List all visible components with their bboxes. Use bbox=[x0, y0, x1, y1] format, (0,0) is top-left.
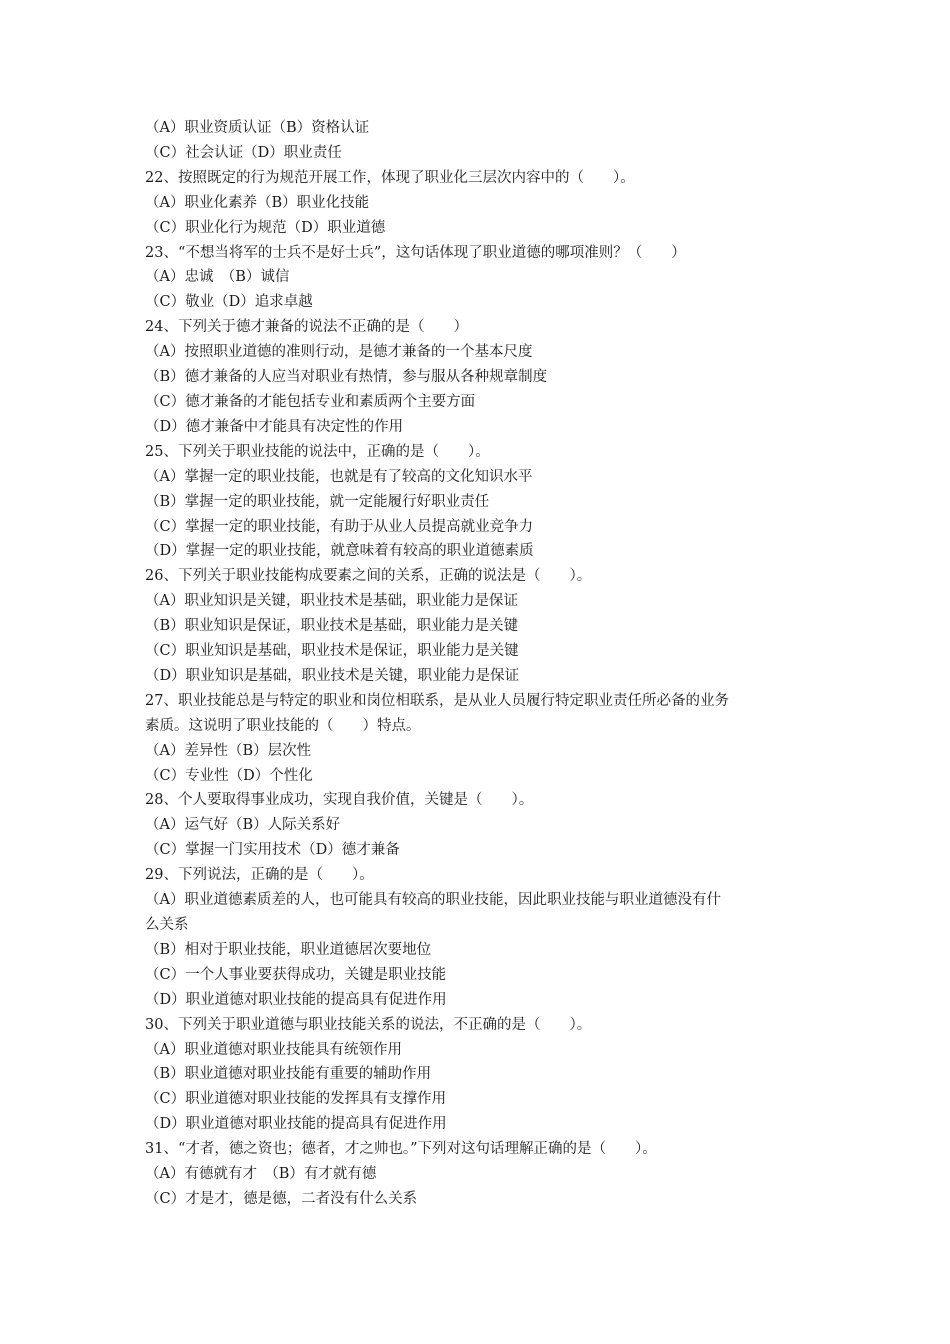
answer-options: （B）相对于职业技能，职业道德居次要地位 bbox=[145, 941, 432, 958]
question-list bbox=[145, 116, 825, 1212]
question-stem: 25、下列关于职业技能的说法中，正确的是（ ）。 bbox=[145, 443, 490, 460]
answer-options: （C）专业性（D）个性化 bbox=[145, 767, 313, 784]
answer-options: （C）社会认证（D）职业责任 bbox=[145, 144, 342, 161]
answer-options: （C）一个人事业要获得成功，关键是职业技能 bbox=[145, 966, 447, 983]
answer-options: （A）按照职业道德的准则行动，是德才兼备的一个基本尺度 bbox=[145, 344, 533, 361]
answer-options: （B）职业道德对职业技能有重要的辅助作用 bbox=[145, 1066, 432, 1083]
answer-options: （D）掌握一定的职业技能，就意味着有较高的职业道德素质 bbox=[145, 543, 534, 560]
question-stem: 29、下列说法，正确的是（ ）。 bbox=[145, 867, 374, 884]
answer-options: （A）职业化素养（B）职业化技能 bbox=[145, 194, 370, 211]
text-line: 素质。这说明了职业技能的（ ）特点。 bbox=[145, 717, 421, 734]
answer-options: （A）忠诚 （B）诚信 bbox=[145, 269, 290, 286]
answer-options: （B）职业知识是保证，职业技术是基础，职业能力是关键 bbox=[145, 618, 519, 635]
question-stem: 31、“才者，德之资也；德者，才之帅也。”下列对这句话理解正确的是（ ）。 bbox=[145, 1141, 657, 1158]
answer-options: （D）职业道德对职业技能的提高具有促进作用 bbox=[145, 1116, 447, 1133]
answer-options: （B）掌握一定的职业技能，就一定能履行好职业责任 bbox=[145, 493, 490, 510]
answer-options: （A）运气好（B）人际关系好 bbox=[145, 817, 341, 834]
question-stem: 23、“不想当将军的士兵不是好士兵”，这句话体现了职业道德的哪项准则？（ ） bbox=[145, 244, 686, 261]
question-stem: 27、职业技能总是与特定的职业和岗位相联系，是从业人员履行特定职业责任所必备的业务 bbox=[145, 692, 729, 709]
question-stem: 22、按照既定的行为规范开展工作，体现了职业化三层次内容中的（ ）。 bbox=[145, 169, 635, 186]
answer-options: （A）职业道德素质差的人，也可能具有较高的职业技能，因此职业技能与职业道德没有什 bbox=[145, 892, 721, 909]
answer-options: （C）职业道德对职业技能的发挥具有支撑作用 bbox=[145, 1091, 447, 1108]
question-stem: 30、下列关于职业道德与职业技能关系的说法，不正确的是（ ）。 bbox=[145, 1016, 592, 1033]
document-page bbox=[145, 116, 825, 1212]
answer-options: （C）职业化行为规范（D）职业道德 bbox=[145, 219, 386, 236]
answer-options: （C）才是才，德是德，二者没有什么关系 bbox=[145, 1190, 418, 1207]
answer-options: （C）德才兼备的才能包括专业和素质两个主要方面 bbox=[145, 393, 476, 410]
answer-options: （C）敬业（D）追求卓越 bbox=[145, 294, 313, 311]
answer-options: （A）职业道德对职业技能具有统领作用 bbox=[145, 1041, 402, 1058]
answer-options: （C）掌握一门实用技术（D）德才兼备 bbox=[145, 842, 400, 859]
question-stem: 24、下列关于德才兼备的说法不正确的是（ ） bbox=[145, 319, 468, 336]
answer-options: （A）职业知识是关键，职业技术是基础，职业能力是保证 bbox=[145, 593, 518, 610]
answer-options: （A）掌握一定的职业技能，也就是有了较高的文化知识水平 bbox=[145, 468, 533, 485]
answer-options: （D）职业知识是基础，职业技术是关键，职业能力是保证 bbox=[145, 667, 520, 684]
question-stem: 28、个人要取得事业成功，实现自我价值，关键是（ ）。 bbox=[145, 792, 534, 809]
answer-options: （C）职业知识是基础，职业技术是保证，职业能力是关键 bbox=[145, 643, 519, 660]
answer-options: （A）职业资质认证（B）资格认证 bbox=[145, 120, 370, 136]
text-line: 么关系 bbox=[145, 917, 189, 933]
answer-options: （D）职业道德对职业技能的提高具有促进作用 bbox=[145, 991, 447, 1008]
answer-options: （A）有德就有才 （B）有才就有德 bbox=[145, 1166, 377, 1183]
answer-options: （B）德才兼备的人应当对职业有热情，参与服从各种规章制度 bbox=[145, 369, 548, 386]
answer-options: （D）德才兼备中才能具有决定性的作用 bbox=[145, 418, 404, 435]
question-stem: 26、下列关于职业技能构成要素之间的关系，正确的说法是（ ）。 bbox=[145, 568, 592, 585]
answer-options: （C）掌握一定的职业技能，有助于从业人员提高就业竞争力 bbox=[145, 518, 534, 535]
answer-options: （A）差异性（B）层次性 bbox=[145, 742, 312, 759]
